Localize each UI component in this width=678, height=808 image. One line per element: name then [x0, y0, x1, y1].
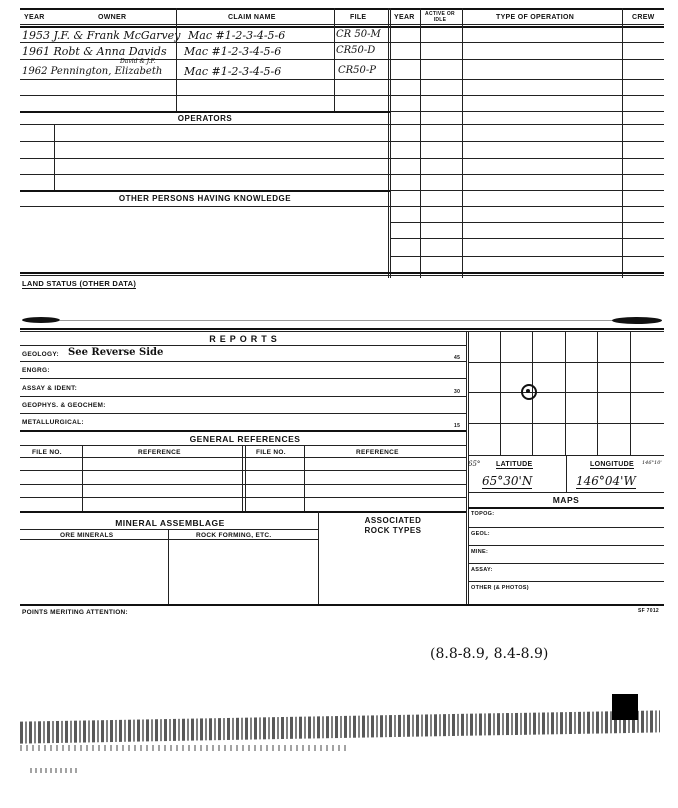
longitude-label: LONGITUDE [590, 461, 634, 468]
rock-forming-label: ROCK FORMING, ETC. [196, 532, 272, 539]
gr-header-file-no-1: FILE NO. [32, 449, 62, 456]
scan-noise-streak [30, 768, 80, 773]
header-active-or-idle: ACTIVE OR IDLE [425, 11, 455, 23]
form-number: SF 7012 [638, 608, 660, 614]
owner-row-1: 1953 J.F. & Frank McGarvey [22, 29, 181, 42]
associated-label: ASSOCIATED [364, 516, 422, 525]
maps-mine-label: MINE: [471, 549, 489, 555]
ore-minerals-label: ORE MINERALS [60, 532, 114, 539]
header-claim-name: CLAIM NAME [228, 14, 276, 21]
scan-dark-block [612, 694, 638, 720]
land-status-label: LAND STATUS (OTHER DATA) [22, 279, 137, 288]
mineral-assemblage-title: MINERAL ASSEMBLAGE [115, 518, 225, 528]
owner-row-2: 1961 Robt & Anna Davids [22, 45, 167, 58]
gr-header-file-no-2: FILE NO. [256, 449, 286, 456]
geology-value: See Reverse Side [68, 347, 164, 358]
header-year-2: YEAR [394, 14, 415, 21]
rock-types-label: ROCK TYPES [364, 526, 422, 535]
location-marker-center-icon [526, 389, 530, 393]
assay-ident-label: ASSAY & IDENT: [22, 385, 78, 392]
lat-prefix: 65° [468, 460, 481, 468]
header-crew: CREW [632, 14, 655, 21]
scan-smudge [22, 317, 60, 323]
header-file: FILE [350, 14, 367, 21]
maps-assay-label: ASSAY: [471, 567, 493, 573]
general-references-title: GENERAL REFERENCES [189, 434, 301, 444]
reports-title: REPORTS [209, 334, 281, 344]
operators-title: OPERATORS [177, 114, 233, 123]
latitude-value: 65°30'N [482, 474, 533, 488]
margin-num-45: 45 [454, 355, 461, 361]
file-row-1: CR 50-M [336, 29, 381, 40]
latitude-label: LATITUDE [496, 461, 533, 468]
scan-smudge [612, 317, 662, 324]
handwritten-note: (8.8-8.9, 8.4-8.9) [430, 646, 549, 662]
gr-header-reference-1: REFERENCE [138, 449, 181, 456]
metallurgical-label: METALLURGICAL: [22, 419, 84, 426]
points-meriting-attention-label: POINTS MERITING ATTENTION: [22, 609, 129, 616]
gr-header-reference-2: REFERENCE [356, 449, 399, 456]
maps-geol-label: GEOL: [471, 531, 490, 537]
geology-label: GEOLOGY: [22, 351, 59, 358]
claim-row-3: Mac #1-2-3-4-5-6 [184, 65, 282, 78]
header-year: YEAR [24, 14, 45, 21]
header-type-of-operation: TYPE OF OPERATION [496, 14, 575, 21]
other-persons-title: OTHER PERSONS HAVING KNOWLEDGE [118, 194, 292, 203]
margin-num-30: 30 [454, 389, 461, 395]
file-row-2: CR50-D [336, 45, 376, 56]
scan-noise-band [20, 710, 660, 743]
header-owner: OWNER [98, 14, 127, 21]
margin-num-15: 15 [454, 423, 461, 429]
owner-row-3-extra: David & J.F. [120, 58, 156, 65]
owner-row-3: 1962 Pennington, Elizabeth [22, 66, 163, 77]
longitude-suffix: 146°10' [642, 460, 662, 466]
geophys-label: GEOPHYS. & GEOCHEM: [22, 402, 106, 409]
scan-noise-streak [20, 745, 350, 751]
longitude-value: 146°04'W [576, 474, 636, 488]
claim-row-2: Mac #1-2-3-4-5-6 [184, 45, 282, 58]
maps-other-label: OTHER (& PHOTOS) [471, 585, 529, 591]
maps-topog-label: TOPOG: [471, 511, 495, 517]
engrg-label: ENGRG: [22, 367, 50, 374]
file-row-3: CR50-P [338, 65, 377, 76]
maps-title: MAPS [552, 495, 580, 505]
claim-row-1: Mac #1-2-3-4-5-6 [188, 29, 286, 42]
